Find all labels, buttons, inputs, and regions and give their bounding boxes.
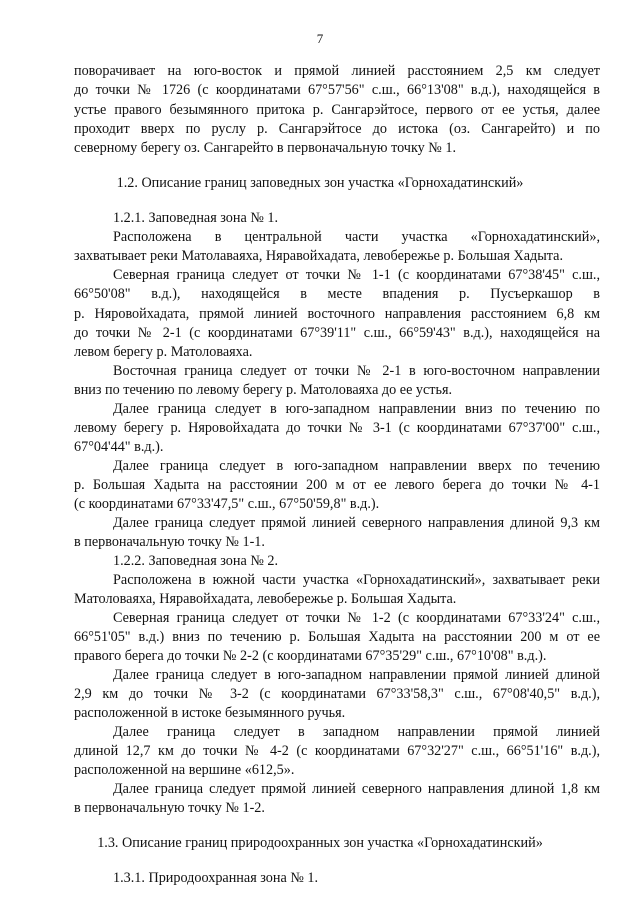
text-line: 67°04'44" в.д.). xyxy=(74,439,164,455)
text-line: 66°51'05" в.д.) вниз по течению р. Большая Хадыта на расстоянии 200 м от ее xyxy=(74,629,600,645)
text-line: р. Няровойхадата, прямой линией восточного направления расстоянием 6,8 км xyxy=(74,306,600,322)
text-line: 2,9 км до точки № 3-2 (с координатами 67°33'58,3" с.ш., 67°08'40,5" в.д.), xyxy=(74,686,600,702)
text-line: (с координатами 67°33'47,5" с.ш., 67°50'59,8" в.д.). xyxy=(74,496,380,512)
text-line: 66°50'08" в.д.), находящейся в месте впадения р. Пусъеркашор в xyxy=(74,286,600,302)
text-line: Матоловаяха, Няравойхадата, левобережье р. Большая Хадыта. xyxy=(74,591,457,607)
text-line: расположенной в истоке безымянного ручья. xyxy=(74,705,346,721)
text-line: левом берегу р. Матоловаяха. xyxy=(74,344,253,360)
text-line: Далее граница следует в юго-западном направлении вниз по течению по xyxy=(113,401,600,417)
text-line: 1.3.1. Природоохранная зона № 1. xyxy=(113,870,319,886)
text-line: 1.2.1. Заповедная зона № 1. xyxy=(113,210,279,226)
text-line: Расположена в центральной части участка «Горнохадатинский», xyxy=(113,229,600,245)
text-line: Далее граница следует прямой линией северного направления длиной 9,3 км xyxy=(113,515,600,531)
text-line: до точки № 2-1 (с координатами 67°39'11" с.ш., 66°59'43" в.д.), находящейся на xyxy=(74,325,600,341)
text-line: левому берегу р. Няровойхадата до точки № 3-1 (с координатами 67°37'00" с.ш., xyxy=(74,420,600,436)
text-line: Расположена в южной части участка «Горнохадатинский», захватывает реки xyxy=(113,572,600,588)
text-line: Северная граница следует от точки № 1-2 (с координатами 67°33'24" с.ш., xyxy=(113,610,600,626)
text-line: устье правого безымянного притока р. Сангарэйтосе, первого от ее устья, далее xyxy=(74,102,600,118)
text-line: расположенной на вершине «612,5». xyxy=(74,762,295,778)
text-line: вниз по течению по левому берегу р. Матоловаяха до ее устья. xyxy=(74,382,453,398)
text-line: длиной 12,7 км до точки № 4-2 (с координатами 67°32'27" с.ш., 66°51'16" в.д.), xyxy=(74,743,600,759)
text-line: захватывает реки Матолаваяха, Няравойхадата, левобережье р. Большая Хадыта. xyxy=(74,248,563,264)
text-line: Далее граница следует в юго-западном направлении прямой линией длиной xyxy=(113,667,600,683)
text-line: Далее граница следует прямой линией северного направления длиной 1,8 км xyxy=(113,781,600,797)
text-line: Северная граница следует от точки № 1-1 (с координатами 67°38'45" с.ш., xyxy=(113,267,600,283)
text-line: р. Большая Хадыта на расстоянии 200 м от ее левого берега до точки № 4-1 xyxy=(74,477,600,493)
text-line: в первоначальную точку № 1-1. xyxy=(74,534,265,550)
text-line: 1.2.2. Заповедная зона № 2. xyxy=(113,553,279,569)
text-line: в первоначальную точку № 1-2. xyxy=(74,800,265,816)
text-line: до точки № 1726 (с координатами 67°57'56" с.ш., 66°13'08" в.д.), находящейся в xyxy=(74,82,600,98)
page-number: 7 xyxy=(316,31,324,46)
text-line: Далее граница следует в западном направлении прямой линией xyxy=(113,724,600,740)
text-line: проходит вверх по руслу р. Сангарэйтосе до истока (оз. Сангарейто) и по xyxy=(74,121,600,137)
text-line: правого берега до точки № 2-2 (с координатами 67°35'29" с.ш., 67°10'08" в.д.). xyxy=(74,648,547,664)
text-line: Далее граница следует в юго-западном направлении вверх по течению xyxy=(113,458,600,474)
text-line: Восточная граница следует от точки № 2-1 в юго-восточном направлении xyxy=(113,363,600,379)
section-heading: 1.3. Описание границ природоохранных зон участка «Горнохадатинский» xyxy=(97,835,543,851)
section-heading: 1.2. Описание границ заповедных зон участка «Горнохадатинский» xyxy=(116,175,524,191)
text-line: северному берегу оз. Сангарейто в первоначальную точку № 1. xyxy=(74,140,457,156)
text-line: поворачивает на юго-восток и прямой линией расстоянием 2,5 км следует xyxy=(74,63,600,79)
